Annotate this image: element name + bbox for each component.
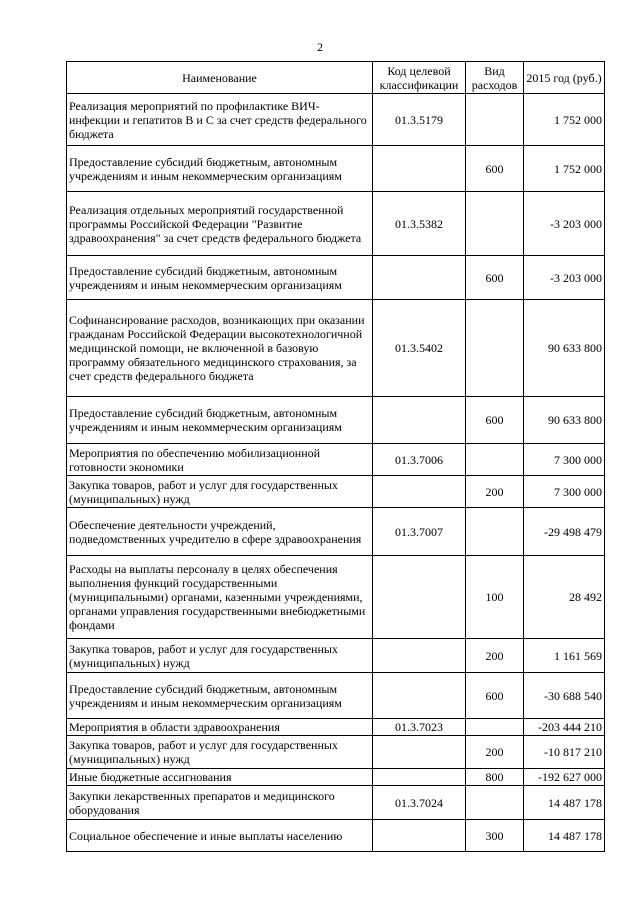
row-code: 01.3.7024	[373, 786, 466, 820]
row-code	[373, 397, 466, 444]
row-name: Расходы на выплаты персоналу в целях обеспечения выполнения функций государственными (муниципальными) органами, казенными учреждениями, органами управления государственными внебюджетными фондами	[67, 556, 373, 639]
row-type	[466, 300, 524, 397]
table-row	[67, 769, 605, 786]
header-code: Код целевой классификации	[373, 62, 466, 94]
row-type: 300	[466, 820, 524, 852]
row-code	[373, 146, 466, 192]
row-amount: 7 300 000	[524, 444, 605, 476]
header-type: Вид расходов	[466, 62, 524, 94]
table-row	[67, 719, 605, 736]
budget-table	[66, 61, 605, 852]
row-amount: -10 817 210	[524, 736, 605, 769]
header-amount: 2015 год (руб.)	[524, 62, 605, 94]
row-type: 100	[466, 556, 524, 639]
row-amount: 14 487 178	[524, 786, 605, 820]
table-row	[67, 300, 605, 397]
table-row	[67, 736, 605, 769]
row-type	[466, 192, 524, 256]
table-row	[67, 476, 605, 508]
row-name: Софинансирование расходов, возникающих при оказании гражданам Российской Федерации высокотехнологичной медицинской помощи, не включенной в базовую программу обязательного медицинского страхования, за счет средств федерального бюджета	[67, 300, 373, 397]
row-name: Социальное обеспечение и иные выплаты населению	[67, 820, 373, 852]
row-name: Закупки лекарственных препаратов и медицинского оборудования	[67, 786, 373, 820]
table-row	[67, 192, 605, 256]
row-amount: 7 300 000	[524, 476, 605, 508]
row-code	[373, 639, 466, 673]
row-type: 200	[466, 476, 524, 508]
row-type	[466, 94, 524, 146]
row-name: Предоставление субсидий бюджетным, автономным учреждениям и иным некоммерческим организациям	[67, 256, 373, 300]
row-amount: 90 633 800	[524, 300, 605, 397]
row-name: Предоставление субсидий бюджетным, автономным учреждениям и иным некоммерческим организациям	[67, 146, 373, 192]
row-name: Закупка товаров, работ и услуг для государственных (муниципальных) нужд	[67, 476, 373, 508]
row-type	[466, 508, 524, 556]
row-amount: 1 161 569	[524, 639, 605, 673]
row-name: Реализация отдельных мероприятий государственной программы Российской Федерации "Развитие здравоохранения" за счет средств федерального бюджета	[67, 192, 373, 256]
row-amount: -192 627 000	[524, 769, 605, 786]
row-name: Иные бюджетные ассигнования	[67, 769, 373, 786]
row-amount: -3 203 000	[524, 192, 605, 256]
table-row	[67, 397, 605, 444]
row-type	[466, 719, 524, 736]
row-code	[373, 256, 466, 300]
row-type: 600	[466, 146, 524, 192]
table-row	[67, 820, 605, 852]
row-type: 600	[466, 673, 524, 719]
row-code: 01.3.7006	[373, 444, 466, 476]
row-type	[466, 786, 524, 820]
row-name: Предоставление субсидий бюджетным, автономным учреждениям и иным некоммерческим организациям	[67, 673, 373, 719]
table-row	[67, 94, 605, 146]
table-row	[67, 673, 605, 719]
row-amount: -29 498 479	[524, 508, 605, 556]
row-type: 200	[466, 639, 524, 673]
row-code	[373, 769, 466, 786]
row-amount: 1 752 000	[524, 146, 605, 192]
row-code: 01.3.7023	[373, 719, 466, 736]
row-type: 600	[466, 256, 524, 300]
row-name: Реализация мероприятий по профилактике ВИЧ-инфекции и гепатитов В и С за счет средств федерального бюджета	[67, 94, 373, 146]
page-number: 2	[317, 40, 323, 54]
row-code	[373, 736, 466, 769]
row-amount: -3 203 000	[524, 256, 605, 300]
row-amount: 28 492	[524, 556, 605, 639]
row-amount: -203 444 210	[524, 719, 605, 736]
header-name: Наименование	[67, 62, 373, 94]
table-row	[67, 146, 605, 192]
table-row	[67, 444, 605, 476]
row-name: Мероприятия по обеспечению мобилизационной готовности экономики	[67, 444, 373, 476]
row-type: 800	[466, 769, 524, 786]
table-row	[67, 256, 605, 300]
row-code: 01.3.5402	[373, 300, 466, 397]
table-row	[67, 786, 605, 820]
row-type: 200	[466, 736, 524, 769]
row-name: Обеспечение деятельности учреждений, подведомственных учредителю в сфере здравоохранения	[67, 508, 373, 556]
row-amount: 90 633 800	[524, 397, 605, 444]
header-row	[67, 62, 605, 94]
row-code	[373, 673, 466, 719]
row-code	[373, 476, 466, 508]
row-amount: 1 752 000	[524, 94, 605, 146]
row-code: 01.3.5382	[373, 192, 466, 256]
row-name: Мероприятия в области здравоохранения	[67, 719, 373, 736]
row-name: Предоставление субсидий бюджетным, автономным учреждениям и иным некоммерческим организациям	[67, 397, 373, 444]
row-name: Закупка товаров, работ и услуг для государственных (муниципальных) нужд	[67, 736, 373, 769]
table-row	[67, 639, 605, 673]
row-amount: 14 487 178	[524, 820, 605, 852]
table-row	[67, 556, 605, 639]
row-amount: -30 688 540	[524, 673, 605, 719]
table-row	[67, 508, 605, 556]
row-code: 01.3.5179	[373, 94, 466, 146]
row-name: Закупка товаров, работ и услуг для государственных (муниципальных) нужд	[67, 639, 373, 673]
row-code	[373, 556, 466, 639]
row-code	[373, 820, 466, 852]
row-code: 01.3.7007	[373, 508, 466, 556]
row-type: 600	[466, 397, 524, 444]
row-type	[466, 444, 524, 476]
